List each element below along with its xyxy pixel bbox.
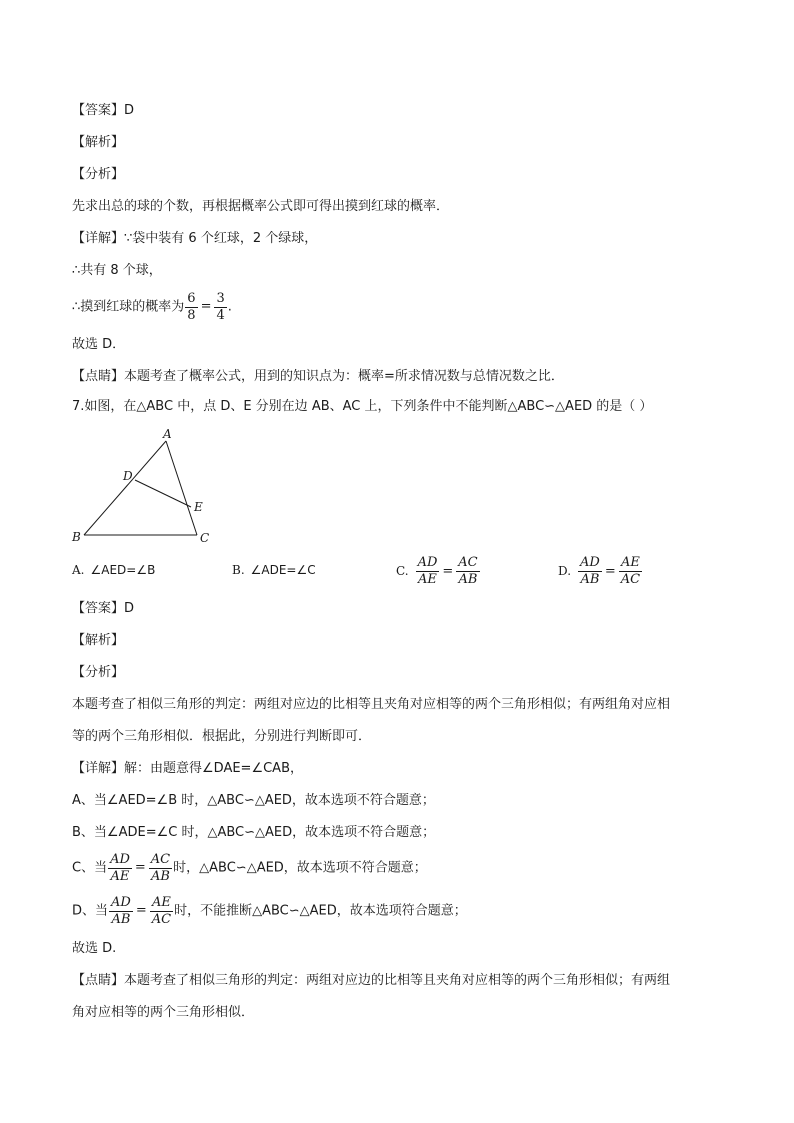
detail-d-suffix: 时，不能推断△ABC∽△AED，故本选项符合题意； — [174, 903, 467, 919]
fraction-numerator: AD — [111, 894, 131, 910]
side-ab — [84, 441, 166, 535]
fraction-numerator: AD — [417, 555, 438, 570]
answer-value: D — [124, 601, 135, 616]
fraction-denominator: AC — [620, 572, 641, 587]
equals-sign: = — [134, 860, 146, 875]
detail-d-prefix: D、当 — [72, 903, 109, 919]
q6-analysis-label: 【解析】 — [72, 135, 125, 150]
fraction-numerator: AD — [110, 851, 130, 867]
q6-conclusion: 故选 D． — [72, 337, 126, 352]
option-b — [232, 563, 316, 577]
equals-sign: = — [442, 563, 454, 579]
equals-sign: = — [604, 563, 616, 579]
fraction-numerator: AE — [620, 555, 640, 570]
q7-fenxi-label: 【分析】 — [72, 665, 125, 680]
q7-review-line1 — [72, 972, 670, 990]
prob-result-denominator: 4 — [216, 307, 225, 323]
side-ac — [166, 441, 197, 535]
option-d-fraction-2 — [619, 556, 642, 587]
answer-label: 【答案】 — [72, 103, 125, 118]
q7-fenxi-line1: 本题考查了相似三角形的判定：两组对应边的比相等且夹角对应相等的两个三角形相似；有两组角对应相 — [72, 697, 671, 712]
option-d-letter: D. — [558, 564, 572, 578]
q7-analysis-label: 【解析】 — [72, 633, 125, 648]
q7-stem: 7.如图，在△ABC 中，点 D、E 分别在边 AB、AC 上，下列条件中不能判断△ABC∽△AED 的是（ ） — [72, 399, 653, 414]
detail-c-prefix: C、当 — [72, 860, 108, 876]
detail-text: 解：由题意得∠DAE=∠CAB， — [124, 761, 303, 776]
fraction-denominator: AB — [150, 868, 170, 884]
prob-suffix: . — [227, 299, 232, 315]
option-d-fraction-1 — [578, 556, 602, 587]
fraction-denominator: AE — [418, 572, 437, 587]
fraction-denominator: AE — [110, 868, 130, 884]
q7-detail-a: A、当∠AED=∠B 时，△ABC∽△AED，故本选项不符合题意； — [72, 793, 435, 808]
review-label: 【点睛】 — [72, 369, 125, 384]
triangle-figure — [66, 424, 226, 550]
q7-review-line2: 角对应相等的两个三角形相似． — [72, 1005, 255, 1020]
detail-d-fraction-2 — [150, 896, 173, 927]
equals-sign: = — [135, 903, 147, 918]
option-c — [396, 551, 481, 592]
label-c: C — [200, 531, 210, 545]
answer-value: D — [124, 103, 135, 118]
fraction-denominator: AC — [151, 911, 172, 927]
prob-fraction — [185, 292, 197, 323]
q6-detail-line1 — [72, 230, 317, 248]
q7-detail-d — [72, 893, 467, 930]
q6-fenxi-text: 先求出总的球的个数，再根据概率公式即可得出摸到红球的概率． — [72, 199, 450, 214]
q6-detail-line3 — [72, 289, 232, 326]
option-c-fraction-2 — [456, 556, 479, 587]
fraction-denominator: AB — [580, 572, 600, 587]
prob-numerator: 6 — [187, 290, 196, 306]
prob-result-numerator: 3 — [216, 290, 225, 306]
option-d — [558, 551, 643, 592]
detail-text: ∵袋中装有 6 个红球，2 个绿球， — [124, 231, 318, 246]
review-text: 本题考查了概率公式，用到的知识点为：概率=所求情况数与总情况数之比． — [124, 369, 564, 384]
detail-c-suffix: 时，△ABC∽△AED，故本选项不符合题意； — [173, 860, 427, 876]
option-a-text: ∠AED=∠B — [90, 563, 156, 577]
q6-answer-line — [72, 102, 134, 120]
detail-c-fraction-2 — [149, 853, 172, 884]
q7-detail-c — [72, 850, 427, 887]
prob-result-fraction — [214, 292, 226, 323]
option-b-letter: B. — [232, 563, 245, 577]
label-a: A — [163, 427, 172, 441]
q7-answer-line — [72, 600, 134, 618]
q6-fenxi-label: 【分析】 — [72, 167, 125, 182]
label-d: D — [123, 469, 133, 483]
q7-fenxi-line2: 等的两个三角形相似．根据此，分别进行判断即可． — [72, 729, 372, 744]
segment-de — [135, 480, 191, 507]
label-e: E — [194, 500, 203, 514]
fraction-numerator: AE — [151, 894, 171, 910]
fraction-numerator: AC — [458, 555, 478, 570]
fraction-denominator: AB — [458, 572, 478, 587]
option-c-letter: C. — [396, 564, 409, 578]
answer-label: 【答案】 — [72, 601, 125, 616]
detail-label: 【详解】 — [72, 231, 125, 246]
option-b-text: ∠ADE=∠C — [250, 563, 316, 577]
q7-conclusion: 故选 D. — [72, 941, 117, 956]
q7-detail-b: B、当∠ADE=∠C 时，△ABC∽△AED，故本选项不符合题意； — [72, 825, 436, 840]
fraction-numerator: AC — [150, 851, 171, 867]
fraction-numerator: AD — [580, 555, 600, 570]
review-text: 本题考查了相似三角形的判定：两组对应边的比相等且夹角对应相等的两个三角形相似；有两组 — [124, 973, 671, 988]
detail-d-fraction-1 — [109, 896, 133, 927]
option-c-fraction-1 — [416, 556, 440, 587]
option-a — [72, 563, 155, 577]
option-a-letter: A. — [72, 563, 85, 577]
detail-line3-prefix: ∴摸到红球的概率为 — [72, 299, 185, 315]
detail-c-fraction-1 — [108, 853, 132, 884]
detail-label: 【详解】 — [72, 761, 125, 776]
fraction-denominator: AB — [111, 911, 131, 927]
q7-detail-line1 — [72, 760, 303, 778]
prob-denominator: 8 — [187, 307, 196, 323]
q6-detail-line2: ∴共有 8 个球， — [72, 263, 162, 278]
review-label: 【点睛】 — [72, 973, 125, 988]
prob-equals: = — [200, 299, 212, 314]
q6-review-line — [72, 368, 564, 386]
label-b: B — [72, 530, 81, 544]
